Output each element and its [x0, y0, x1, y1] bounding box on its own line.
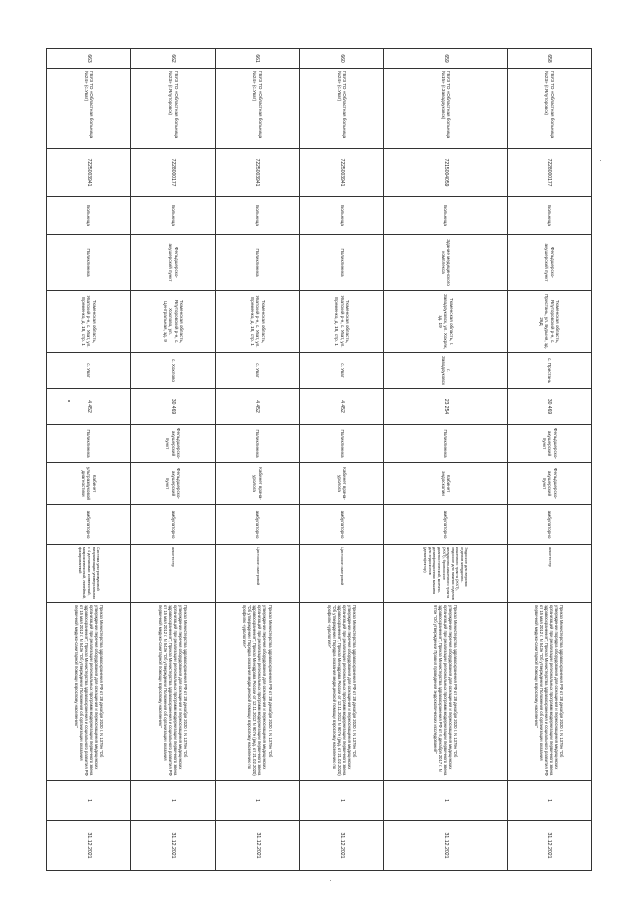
cell-room: Фельдшерско-акушерский пункт [507, 463, 591, 505]
cell-date: 31.12.2021 [384, 821, 507, 871]
cell-care: амбулаторно [131, 505, 215, 545]
scan-speck [330, 880, 331, 881]
cell-population: 4 452 [47, 389, 131, 425]
cell-num: 659 [384, 49, 507, 69]
cell-population: 4 452 [300, 389, 384, 425]
cell-code: 7215004059 [384, 149, 507, 197]
cell-code: 7225003941 [300, 149, 384, 197]
table-row [507, 49, 591, 871]
cell-locality: с. Пристань [507, 353, 591, 389]
cell-basis: Приказ Министерства здравоохранения РФ от 28 декабря 2020 г. N 1379н "Об утверждении перечня оборудования для оснащения и переоснащения медицинских организаций при реализации региональных программ модернизации первичного звена здравоохранения"; Приказ Министерства здравоохранения РФ от 6 декабря 2017 г. N 974н "Об утверждении Правил проведения эндоскопических исследований" [384, 603, 507, 781]
cell-address: Тюменская область, Уватский р-н, с. Уват, ул. Еременко, д. 18, стр. 1 [47, 291, 131, 353]
cell-org: ГБУЗ ТО «Областная больница №24» (с.Уват) [215, 69, 299, 149]
cell-address: Тюменская область, Ялуторовский р-н, с. Пристань, ул. Бурыня, зд. 26Д [507, 291, 591, 353]
cell-room: Кабинет врача-уролога [300, 463, 384, 505]
cell-equip: Эндоскоп для верхних отделов желудочно-кишечного тракта (ЖКТ), эндоскоп для нижних отделов желудочно-кишечного тракта (ЖКТ), бронхоскоп диагностический, моечно-дезинфекционная машина для эндоскопов (дезинфектор) [384, 545, 507, 603]
cell-unit: Фельдшерско-акушерский пункт [507, 235, 591, 291]
cell-locality: с. Уват [47, 353, 131, 389]
table-row [215, 49, 299, 871]
cell-equip: Система ультразвуковой визуализации универсальная с 4 датчиками: конвексный, микроконвексный, линейный, фазированный [47, 545, 131, 603]
cell-care: амбулаторно [507, 505, 591, 545]
cell-date: 31.12.2021 [131, 821, 215, 871]
cell-unit: Здание медицинского комплекса [384, 235, 507, 291]
cell-code: 7228000177 [131, 149, 215, 197]
cell-org: ГБУЗ ТО «Областная больница №15» (г.Заводоуковск) [384, 69, 507, 149]
cell-address: Тюменская область, Уватский р-н, с. Уват, ул. Еременко, д. 18, стр. 1 [215, 291, 299, 353]
cell-qty: 1 [507, 781, 591, 821]
cell-locality: с. Уват [215, 353, 299, 389]
cell-num: 663 [47, 49, 131, 69]
rotated-table-container [46, 48, 592, 870]
cell-basis: Приказ Министерства здравоохранения РФ от 28 декабря 2020 г. N 1379н "Об утверждении перечня оборудования для оснащения и переоснащения медицинских организаций при реализации региональных программ модернизации первичного звена здравоохранения"; Приказ Министерства здравоохранения и социального развития РФ от 15 мая 2012 г. N 543н "Об утверждении Положения об организации оказания первичной медико-санитарной помощи взрослому населению" [131, 603, 215, 781]
cell-struct: Фельдшерско-акушерский пункт [131, 425, 215, 463]
cell-equip: Цистоскоп смотровой [300, 545, 384, 603]
cell-org: ГБУЗ ТО «Областная больница №23» (г.Ялуторовск) [507, 69, 591, 149]
cell-locality: г. Заводоуковск [384, 353, 507, 389]
cell-num: 660 [300, 49, 384, 69]
cell-qty: 1 [384, 781, 507, 821]
cell-code: 7225003941 [47, 149, 131, 197]
scan-speck [600, 160, 601, 161]
cell-code: 7228000177 [507, 149, 591, 197]
table-row [384, 49, 507, 871]
cell-room: Кабинет ультразвуковой диагностики [47, 463, 131, 505]
cell-type: Больница [47, 197, 131, 235]
cell-type: Больница [384, 197, 507, 235]
cell-population: 30 469 [131, 389, 215, 425]
cell-qty: 1 [215, 781, 299, 821]
cell-num: 661 [215, 49, 299, 69]
cell-locality: с. Хохлово [131, 353, 215, 389]
cell-org: ГБУЗ ТО «Областная больница №23» (г.Ялуторовск) [131, 69, 215, 149]
cell-room: Фельдшерско-акушерский пункт [131, 463, 215, 505]
cell-room: Кабинет эндоскопии [384, 463, 507, 505]
cell-type: Больница [215, 197, 299, 235]
cell-care: амбулаторно [384, 505, 507, 545]
cell-type: Больница [300, 197, 384, 235]
table-row [47, 49, 131, 871]
cell-equip: алкотестер [131, 545, 215, 603]
cell-unit: Поликлиника [300, 235, 384, 291]
cell-basis: Приказ Министерства здравоохранения РФ от 28 декабря 2020 г. N 1379н "Об утверждении перечня оборудования для оснащения и переоснащения медицинских организаций при реализации региональных программ модернизации первичного звена здравоохранения"; Приказ Минздрава России от 12.11.2012 N 907н (ред. от 21.02.2020) "Об утверждении Порядка оказания медицинской помощи взрослому населению по профилю «урология»" [215, 603, 299, 781]
cell-qty: 1 [131, 781, 215, 821]
cell-date: 31.12.2021 [507, 821, 591, 871]
cell-type: Больница [507, 197, 591, 235]
cell-locality: с. Уват [300, 353, 384, 389]
cell-address: Тюменская область, Ялуторовский р-н, с. Хохлово, ул. Центральная, зд. 9 [131, 291, 215, 353]
cell-struct: Поликлиника [47, 425, 131, 463]
cell-struct: Фельдшерско-акушерский пункт [507, 425, 591, 463]
cell-equip: Цистоскоп смотровой [215, 545, 299, 603]
cell-population: 4 452 [215, 389, 299, 425]
cell-num: 662 [131, 49, 215, 69]
cell-population: 30 469 [507, 389, 591, 425]
cell-basis: Приказ Министерства здравоохранения РФ от 28 декабря 2020 г. N 1379н "Об утверждении перечня оборудования для оснащения и переоснащения медицинских организаций при реализации региональных программ модернизации первичного звена здравоохранения"; Приказ Министерства здравоохранения и социального развития РФ от 15 мая 2012 г. N 543н "Об утверждении Положения об организации оказания первичной медико-санитарной помощи взрослому населению" [47, 603, 131, 781]
cell-unit: Поликлиника [215, 235, 299, 291]
equipment-table [46, 48, 592, 871]
cell-num: 658 [507, 49, 591, 69]
table-row [300, 49, 384, 871]
cell-address: Тюменская область, г. Заводоуковск, ул. Хохряк, зд. 19 [384, 291, 507, 353]
cell-room: Кабинет врача-уролога [215, 463, 299, 505]
cell-address: Тюменская область, Уватский р-н, с. Уват, ул. Еременко, д. 18, стр. 1 [300, 291, 384, 353]
cell-unit: Фельдшерско-акушерский пункт [131, 235, 215, 291]
cell-care: амбулаторно [47, 505, 131, 545]
cell-date: 31.12.2021 [215, 821, 299, 871]
scan-speck [68, 400, 70, 402]
cell-date: 31.12.2021 [47, 821, 131, 871]
cell-population: 23 254 [384, 389, 507, 425]
cell-struct: Поликлиника [300, 425, 384, 463]
cell-date: 31.12.2021 [300, 821, 384, 871]
cell-unit: Поликлиника [47, 235, 131, 291]
cell-struct: Поликлиника [384, 425, 507, 463]
cell-code: 7225003941 [215, 149, 299, 197]
table-row [131, 49, 215, 871]
cell-org: ГБУЗ ТО «Областная больница №24» (с.Уват) [300, 69, 384, 149]
cell-org: ГБУЗ ТО «Областная больница №24» (с.Уват) [47, 69, 131, 149]
cell-struct: Поликлиника [215, 425, 299, 463]
cell-care: амбулаторно [215, 505, 299, 545]
cell-type: Больница [131, 197, 215, 235]
cell-qty: 1 [47, 781, 131, 821]
cell-care: амбулаторно [300, 505, 384, 545]
cell-qty: 1 [300, 781, 384, 821]
cell-basis: Приказ Министерства здравоохранения РФ от 28 декабря 2020 г. N 1379н "Об утверждении перечня оборудования для оснащения и переоснащения медицинских организаций при реализации региональных программ модернизации первичного звена здравоохранения"; Приказ Минздрава России от 12.11.2012 N 907н (ред. от 21.02.2020) "Об утверждении Порядка оказания медицинской помощи взрослому населению по профилю «урология»" [300, 603, 384, 781]
cell-equip: алкотестер [507, 545, 591, 603]
cell-basis: Приказ Министерства здравоохранения РФ от 28 декабря 2020 г. N 1379н "Об утверждении порядка оборудования для оснащения и переоснащения медицинских организаций при реализации региональных программ модернизации первичного звена здравоохранения"; Приказ Министерства здравоохранения и социального развития РФ от 15 мая 2012 г. N 543н "Об утверждении Положения об организации оказания первичной медико-санитарной помощи взрослому населению" [507, 603, 591, 781]
